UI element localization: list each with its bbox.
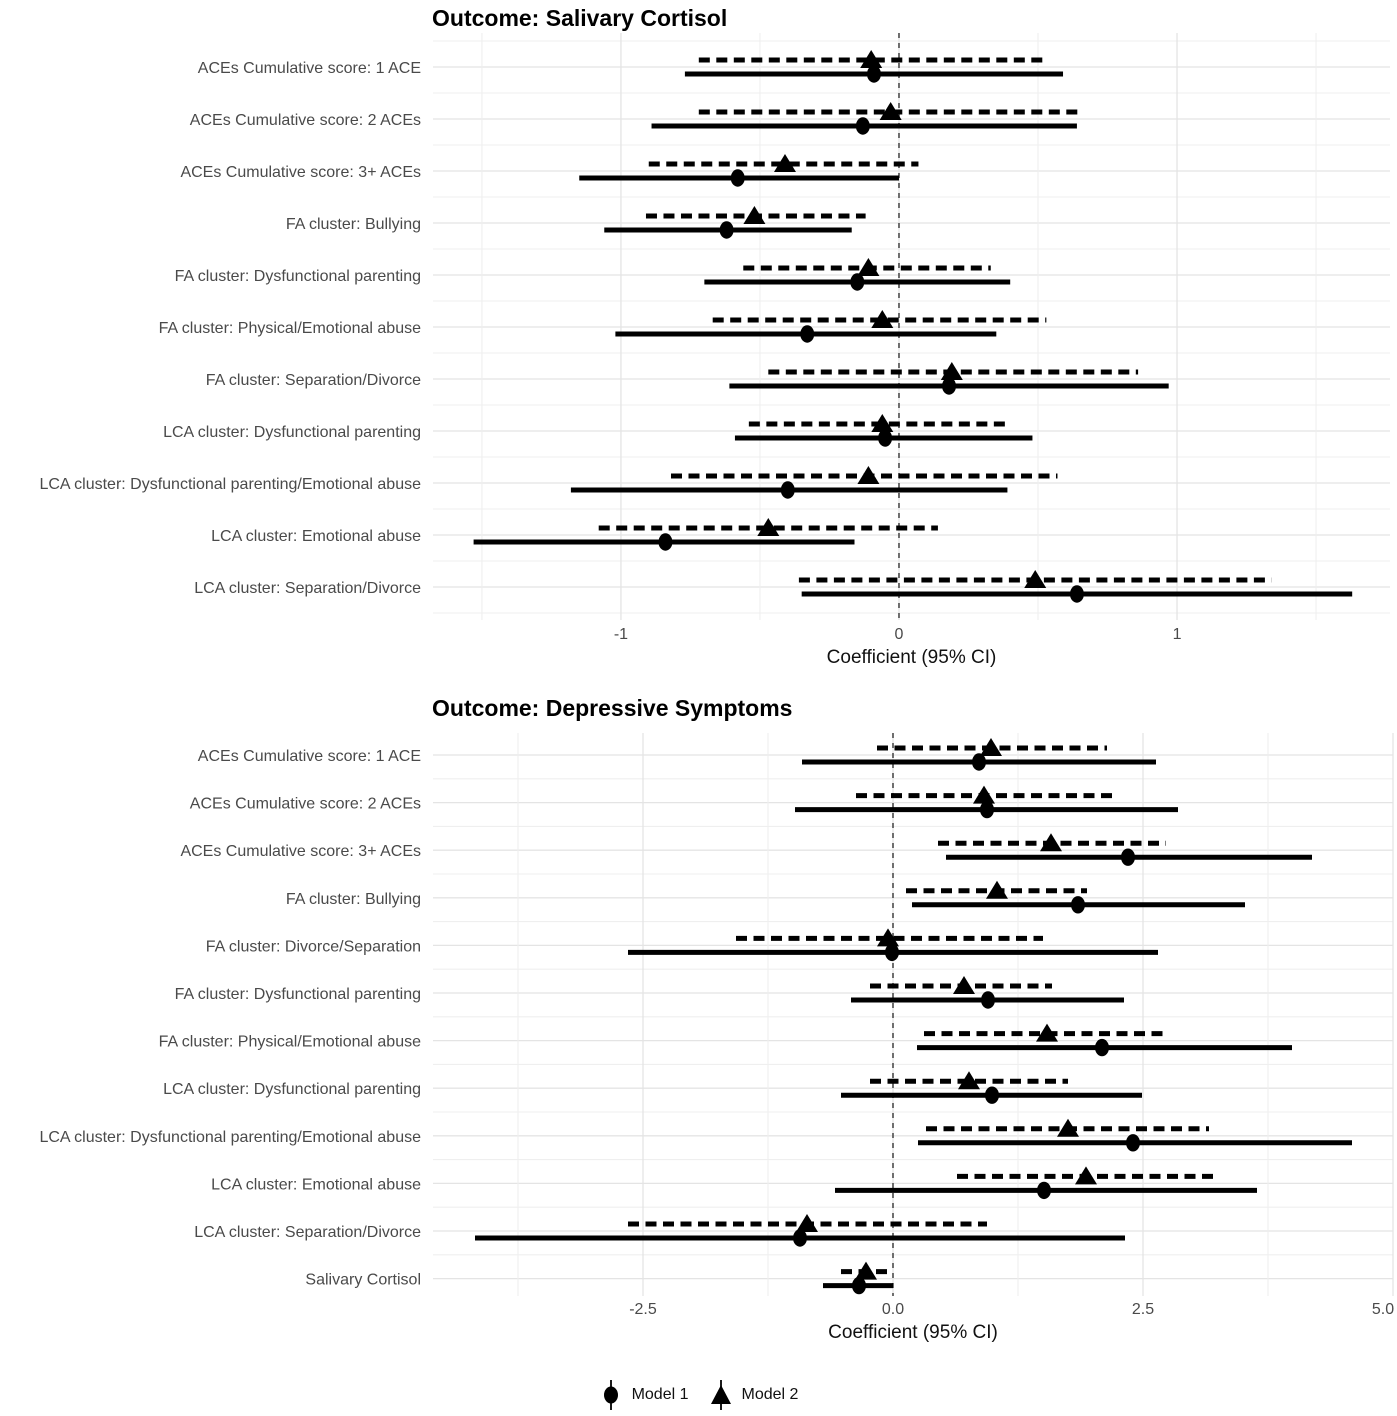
category-label: LCA cluster: Emotional abuse <box>211 1176 421 1194</box>
point-model1 <box>1037 1182 1051 1199</box>
category-label: FA cluster: Bullying <box>285 216 421 233</box>
point-model1 <box>985 1087 999 1104</box>
category-label: LCA cluster: Emotional abuse <box>211 528 421 545</box>
point-model1 <box>1071 896 1085 913</box>
category-label: LCA cluster: Dysfunctional parenting/Emotional abuse <box>39 476 421 493</box>
model2-pointrange-icon <box>709 1377 733 1413</box>
point-model1 <box>856 117 870 134</box>
panel2-x-axis-title: Coefficient (95% CI) <box>828 1322 998 1343</box>
x-tick-label: 1 <box>1172 626 1182 643</box>
category-label: FA cluster: Bullying <box>285 890 421 908</box>
point-model2 <box>973 786 995 804</box>
x-tick-label: 0 <box>894 626 904 643</box>
point-model1 <box>1121 849 1135 866</box>
point-model2 <box>743 206 765 224</box>
category-label: Salivary Cortisol <box>305 1271 421 1289</box>
legend-item-model2 <box>709 1377 799 1413</box>
panel1-x-axis-title: Coefficient (95% CI) <box>826 647 997 668</box>
point-model1 <box>1126 1134 1140 1151</box>
point-model1 <box>1070 585 1084 602</box>
x-tick-label: 5.0 <box>1371 1301 1395 1318</box>
model1-pointrange-icon <box>599 1377 623 1413</box>
point-model1 <box>800 325 814 342</box>
category-label: FA cluster: Divorce/Separation <box>205 938 421 956</box>
point-model2 <box>953 976 975 994</box>
category-label: ACEs Cumulative score: 3+ ACEs <box>180 164 421 181</box>
point-model2 <box>855 1262 877 1280</box>
point-model2 <box>857 466 879 484</box>
x-tick-label: -1 <box>613 626 629 643</box>
category-label: FA cluster: Separation/Divorce <box>205 372 421 389</box>
point-model2 <box>986 881 1008 899</box>
x-tick-label: 2.5 <box>1131 1301 1155 1318</box>
category-label: ACEs Cumulative score: 3+ ACEs <box>180 843 421 861</box>
category-label: FA cluster: Physical/Emotional abuse <box>158 320 421 337</box>
x-tick-label: 0.0 <box>881 1301 905 1318</box>
point-model1 <box>731 169 745 186</box>
point-model1 <box>1095 1039 1109 1056</box>
category-label: LCA cluster: Separation/Divorce <box>194 580 421 597</box>
panel1-title: Outcome: Salivary Cortisol <box>432 5 728 31</box>
category-label: ACEs Cumulative score: 2 ACEs <box>189 795 421 813</box>
category-label: FA cluster: Dysfunctional parenting <box>174 268 421 285</box>
category-label: LCA cluster: Dysfunctional parenting <box>163 424 421 441</box>
category-label: LCA cluster: Separation/Divorce <box>194 1224 421 1241</box>
point-model2 <box>796 1214 818 1232</box>
category-label: ACEs Cumulative score: 2 ACEs <box>189 112 421 129</box>
category-label: LCA cluster: Dysfunctional parenting/Emotional abuse <box>39 1128 421 1146</box>
point-model1 <box>658 533 672 550</box>
legend-label-model1: Model 1 <box>631 1386 689 1403</box>
point-model2 <box>1075 1166 1097 1184</box>
legend-item-model1 <box>599 1377 689 1413</box>
category-label: FA cluster: Physical/Emotional abuse <box>158 1033 421 1051</box>
category-label: ACEs Cumulative score: 1 ACE <box>197 748 421 765</box>
legend-label-model2: Model 2 <box>741 1386 799 1403</box>
point-model1 <box>781 481 795 498</box>
point-model1 <box>981 991 995 1008</box>
panel2-title: Outcome: Depressive Symptoms <box>432 695 793 721</box>
legend <box>0 1377 1397 1413</box>
point-model1 <box>720 221 734 238</box>
x-tick-label: -2.5 <box>629 1301 657 1318</box>
category-label: ACEs Cumulative score: 1 ACE <box>197 60 421 77</box>
category-label: LCA cluster: Dysfunctional parenting <box>163 1081 421 1099</box>
category-label: FA cluster: Dysfunctional parenting <box>174 986 421 1003</box>
